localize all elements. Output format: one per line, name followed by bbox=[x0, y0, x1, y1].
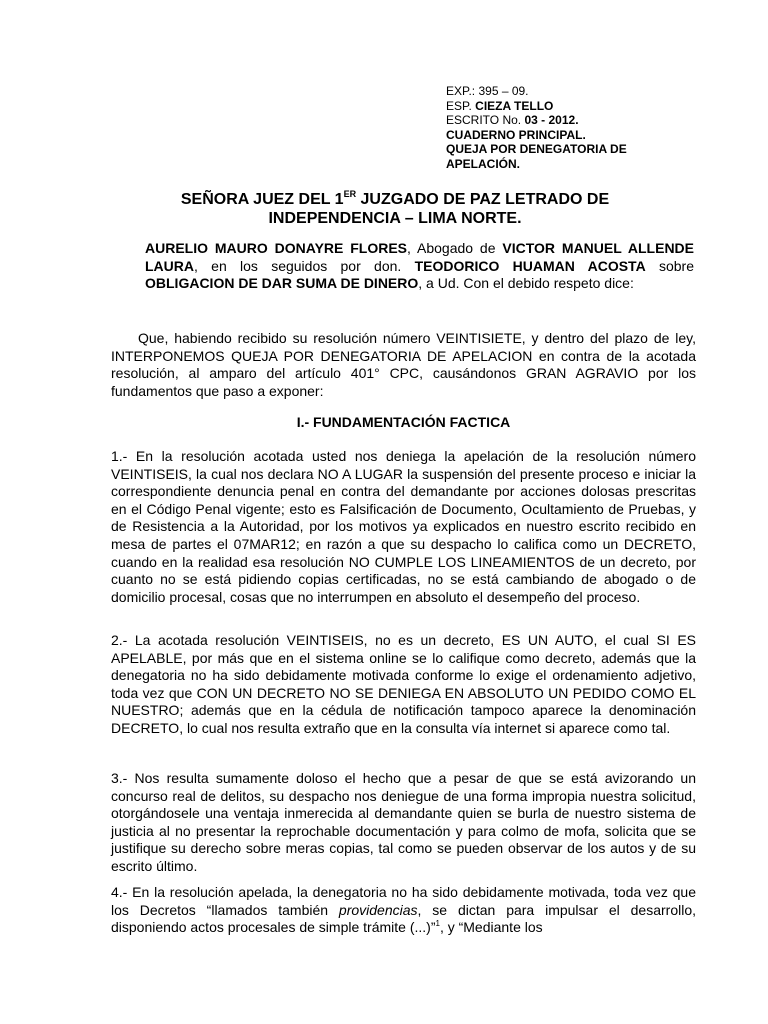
opening-paragraph: Que, habiendo recibido su resolución número VEINTISIETE, y dentro del plazo de ley, INTERPONEMOS QUEJA POR DENEGATORIA DE APELACION en contra de la acotada resolución, al amparo del artículo 401° CPC, causándonos GRAN AGRAVIO por los fundamentos que paso a exponer: bbox=[111, 330, 696, 399]
queja-line-2: APELACIÓN. bbox=[446, 156, 521, 171]
document-title bbox=[100, 190, 690, 228]
opponent-name: TEODORICO HUAMAN ACOSTA bbox=[414, 257, 646, 274]
footnote-marker: 1 bbox=[435, 919, 440, 929]
section-heading: I.- FUNDAMENTACIÓN FACTICA bbox=[296, 414, 511, 430]
escrito-line: ESCRITO No. 03 - 2012. bbox=[446, 113, 579, 128]
client-name: VICTOR MANUEL ALLENDE LAURA bbox=[145, 240, 694, 274]
paragraph-3: 3.- Nos resulta sumamente doloso el hecho que a pesar de que se está avizorando un concurso real de delitos, su despacho nos deniegue de una forma impropia nuestra solicitud, otorgándosele una ventaja inmerecida al demandante quien se burla de nuestro sistema de justicia al no presentar la reprochable documentación y para colmo de mofa, solicita que se justifique su derecho sobre meras copias, tal como se pueden observar de los autos y de su escrito último. bbox=[111, 770, 696, 874]
paragraph-2: 2.- La acotada resolución VEINTISEIS, no es un decreto, ES UN AUTO, el cual SI ES APELABLE, por más que en el sistema online se lo califique como decreto, además que la denegatoria no ha sido debidamente motivada conforme lo exige el ordenamiento adjetivo, toda vez que CON UN DECRETO NO SE DENIEGA EN ABSOLUTO UN PEDIDO COMO EL NUESTRO; además que en la cédula de notificación tampoco aparece la denominación DECRETO, lo cual nos resulta extraño que en la consulta vía internet si aparece como tal. bbox=[111, 632, 696, 736]
lawyer-name: AURELIO MAURO DONAYRE FLORES bbox=[145, 240, 408, 256]
paragraph-1: 1.- En la resolución acotada usted nos deniega la apelación de la resolución número VEINTISEIS, la cual nos declara NO A LUGAR la suspensión del presente proceso e iniciar la correspondiente denuncia penal en contra del demandante por acciones dolosas prescritas en el Código Penal vigente; esto es Falsificación de Documento, Ocultamiento de Pruebas, y de Resistencia a la Autoridad, por los motivos ya explicados en nuestro escrito recibido en mesa de partes el 07MAR12; en razón a que su despacho lo califica como un DECRETO, cuando en la realidad esa resolución NO CUMPLE LOS LINEAMIENTOS de un decreto, por cuanto no se está pidiendo copias certificadas, no se está cambiando de abogado o de domicilio procesal, cosas que no interrumpen en absoluto el desempeño del proceso. bbox=[111, 448, 696, 605]
expediente-line: EXP.: 395 – 09. bbox=[446, 84, 529, 98]
case-matter: OBLIGACION DE DAR SUMA DE DINERO bbox=[145, 275, 419, 292]
intro-paragraph: AURELIO MAURO DONAYRE FLORES, Abogado de VICTOR MANUEL ALLENDE LAURA, en los seguidos por don. TEODORICO HUAMAN ACOSTA sobre OBLIGACION DE DAR SUMA DE DINERO, a Ud. Con el debido respeto dice: bbox=[145, 240, 694, 292]
ordinal-superscript: ER bbox=[343, 189, 357, 199]
especialista-line: ESP. CIEZA TELLO bbox=[446, 98, 554, 113]
queja-line-1: QUEJA POR DENEGATORIA DE bbox=[446, 142, 627, 157]
case-header bbox=[446, 84, 706, 172]
title-line-2: INDEPENDENCIA – LIMA NORTE. bbox=[268, 210, 522, 227]
paragraph-4: 4.- En la resolución apelada, la denegatoria no ha sido debidamente motivada, toda vez que los Decretos “llamados también providencias, se dictan para impulsar el desarrollo, disponiendo actos procesales de simple trámite (...)”$^1$, y “Mediante los bbox=[111, 884, 696, 936]
title-line-1: SEÑORA JUEZ DEL 1ER JUZGADO DE PAZ LETRADO DE bbox=[180, 189, 610, 208]
cuaderno-line: CUADERNO PRINCIPAL. bbox=[446, 127, 586, 142]
